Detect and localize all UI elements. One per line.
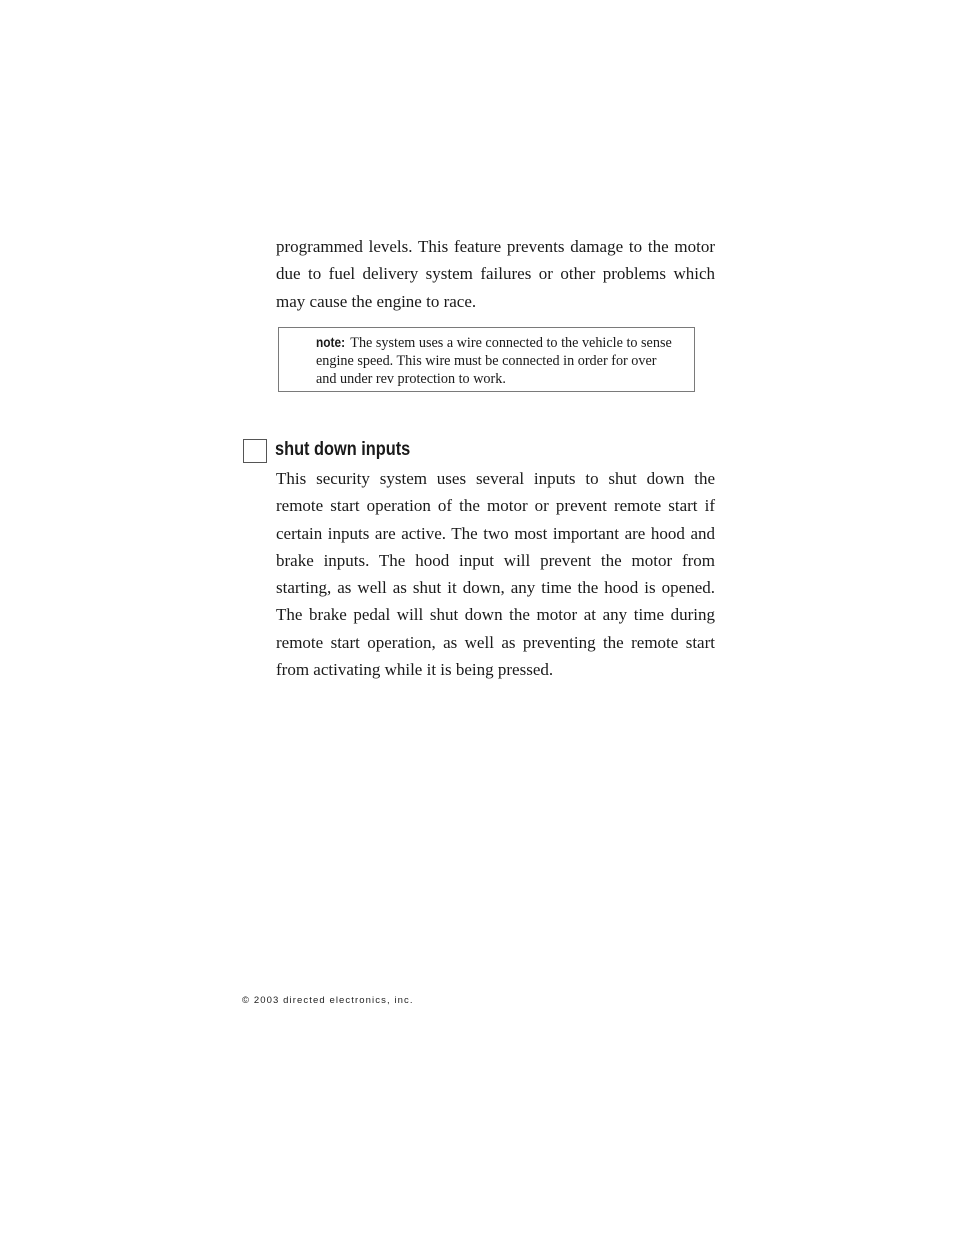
- note-box: [278, 327, 695, 392]
- intro-paragraph: programmed levels. This feature prevents damage to the motor due to fuel delivery system failures or other problems which may cause the engine to race.: [276, 237, 715, 311]
- section-checkbox: [243, 439, 267, 463]
- section-heading: shut down inputs: [275, 439, 411, 460]
- note-body: The system uses a wire connected to the vehicle to sense engine speed. This wire must be connected in order for over and under rev protection to work.: [316, 335, 672, 387]
- footer-copyright: © 2003 directed electronics, inc.: [242, 995, 414, 1006]
- note-label: note:: [316, 335, 346, 350]
- note-text: [316, 334, 676, 388]
- section-paragraph: This security system uses several inputs to shut down the remote start operation of the motor or prevent remote start if certain inputs are active. The two most important are hood and brake inputs. The hood input will prevent the motor from starting, as well as shut it down, any time the hood is opened. The brake pedal will shut down the motor at any time during remote start operation, as well as preventing the remote start from activating while it is being pressed.: [276, 469, 715, 680]
